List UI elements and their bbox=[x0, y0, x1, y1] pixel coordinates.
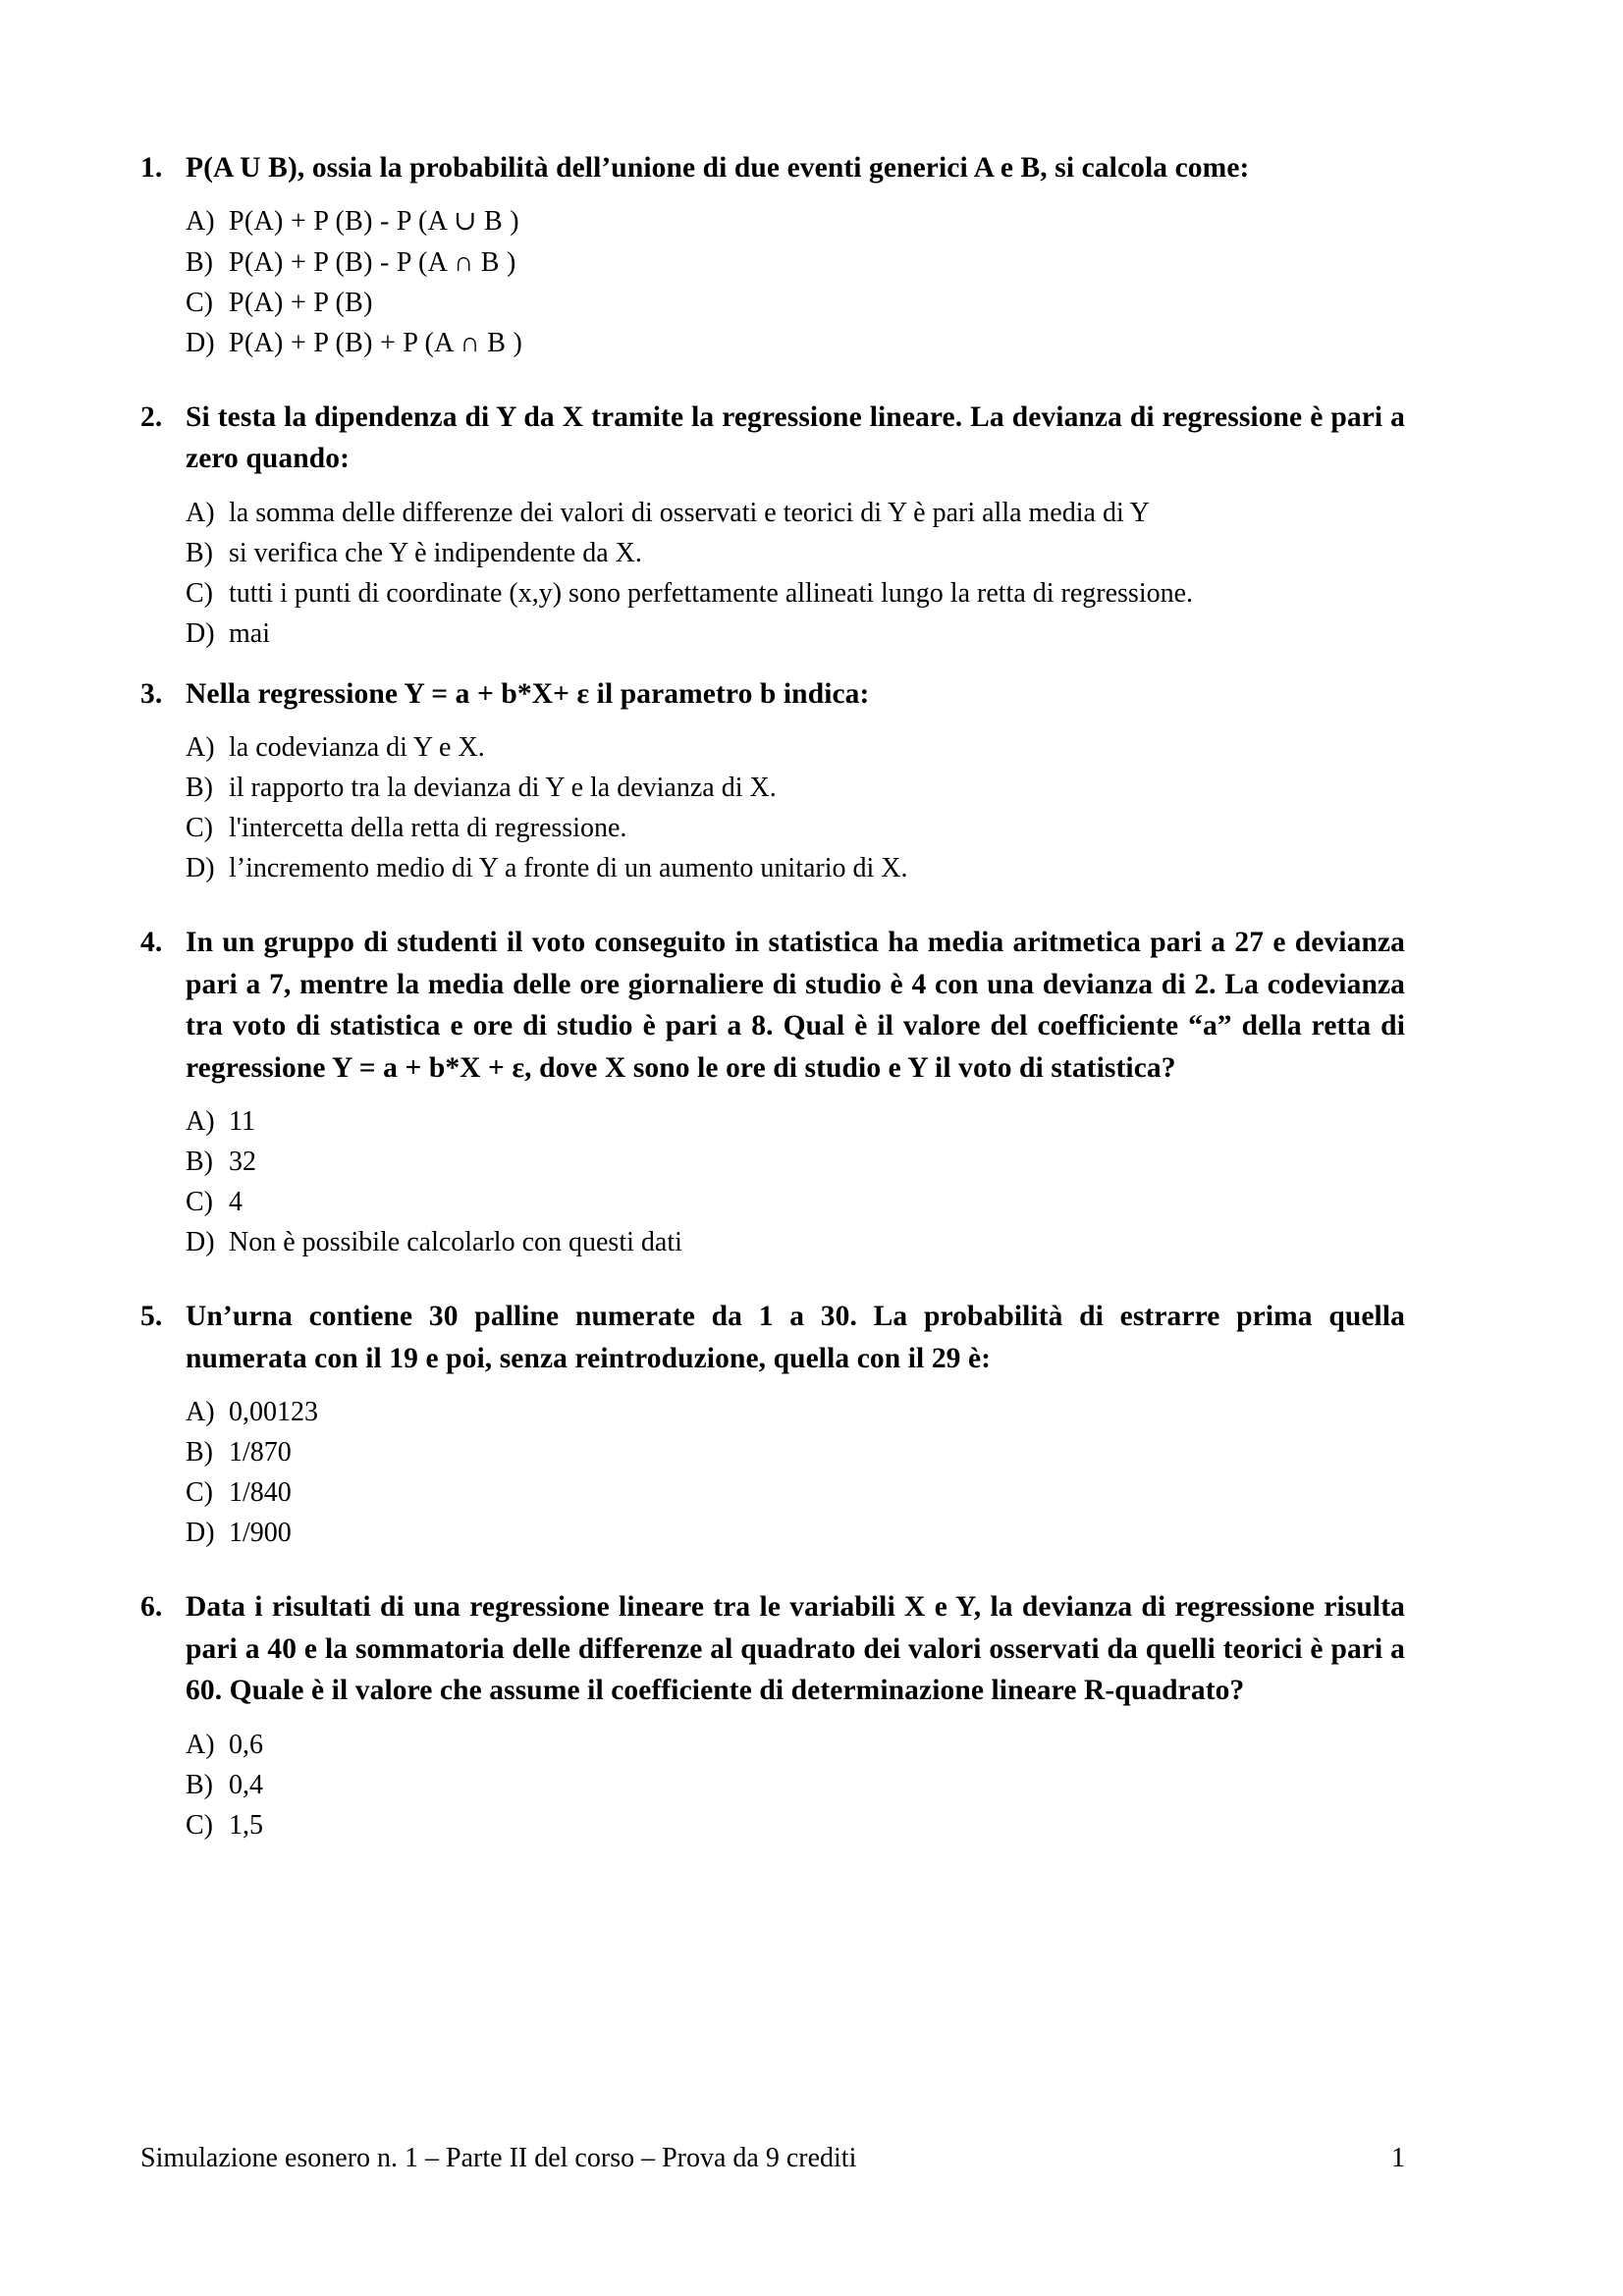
answer-option[interactable] bbox=[140, 614, 1405, 654]
option-label: D) bbox=[186, 853, 215, 884]
answer-option[interactable] bbox=[140, 1183, 1405, 1222]
question-heading-6 bbox=[140, 1586, 1405, 1711]
option-label: B) bbox=[186, 773, 213, 804]
option-label: D) bbox=[186, 327, 215, 358]
option-label: A) bbox=[186, 1729, 215, 1760]
footer-text: Simulazione esonero n. 1 – Parte II del corso – Prova da 9 crediti bbox=[140, 2143, 857, 2174]
question-block-1 bbox=[140, 147, 1405, 363]
answer-option[interactable] bbox=[140, 284, 1405, 323]
option-label: D) bbox=[186, 1518, 215, 1549]
option-text: la codevianza di Y e X. bbox=[229, 732, 485, 764]
answer-option[interactable] bbox=[140, 1726, 1405, 1765]
option-text: mai bbox=[229, 617, 270, 649]
option-text: si verifica che Y è indipendente da X. bbox=[229, 537, 642, 568]
question-heading-1 bbox=[140, 147, 1405, 188]
answer-option[interactable] bbox=[140, 849, 1405, 888]
option-text: il rapporto tra la devianza di Y e la devianza di X. bbox=[229, 773, 777, 804]
answer-option[interactable] bbox=[140, 202, 1405, 241]
option-text: tutti i punti di coordinate (x,y) sono perfettamente allineati lungo la retta di regressione. bbox=[229, 577, 1194, 609]
question-block-5 bbox=[140, 1296, 1405, 1553]
footer-page-number: 1 bbox=[1391, 2143, 1405, 2174]
answer-option[interactable] bbox=[140, 1766, 1405, 1805]
question-block-3 bbox=[140, 673, 1405, 889]
option-label: C) bbox=[186, 1187, 213, 1218]
question-number: 3. bbox=[140, 677, 163, 710]
option-text: P(A) + P (B) + P (A ∩ B ) bbox=[229, 327, 523, 358]
option-label: B) bbox=[186, 246, 213, 278]
answer-options-1 bbox=[140, 202, 1405, 362]
option-label: C) bbox=[186, 1809, 213, 1841]
option-label: B) bbox=[186, 537, 213, 568]
question-heading-4 bbox=[140, 922, 1405, 1089]
question-block-2 bbox=[140, 397, 1405, 654]
option-text: 1,5 bbox=[229, 1809, 263, 1841]
option-text: 11 bbox=[229, 1106, 255, 1138]
option-text: Non è possibile calcolarlo con questi dati bbox=[229, 1227, 682, 1258]
answer-options-3 bbox=[140, 728, 1405, 888]
option-label: A) bbox=[186, 1397, 215, 1428]
option-label: C) bbox=[186, 1477, 213, 1509]
option-text: 0,4 bbox=[229, 1769, 263, 1800]
option-label: C) bbox=[186, 577, 213, 609]
answer-options-5 bbox=[140, 1393, 1405, 1553]
question-number: 1. bbox=[140, 152, 163, 184]
answer-options-6 bbox=[140, 1726, 1405, 1845]
answer-option[interactable] bbox=[140, 243, 1405, 283]
answer-option[interactable] bbox=[140, 494, 1405, 533]
option-label: B) bbox=[186, 1147, 213, 1178]
answer-option[interactable] bbox=[140, 809, 1405, 848]
page-footer bbox=[140, 2142, 1405, 2175]
option-label: A) bbox=[186, 206, 215, 238]
answer-option[interactable] bbox=[140, 1143, 1405, 1182]
option-label: D) bbox=[186, 1227, 215, 1258]
question-number: 4. bbox=[140, 927, 163, 959]
question-text: Un’urna contiene 30 palline numerate da 1 a 30. La probabilità di estrarre prima quella numerata con il 19 e poi, senza reintroduzione, quella con il 29 è: bbox=[186, 1301, 1405, 1374]
option-text: 4 bbox=[229, 1187, 243, 1218]
option-label: D) bbox=[186, 617, 215, 649]
answer-option[interactable] bbox=[140, 1223, 1405, 1262]
option-label: A) bbox=[186, 497, 215, 528]
question-heading-3 bbox=[140, 673, 1405, 715]
option-text: 1/870 bbox=[229, 1437, 292, 1468]
answer-option[interactable] bbox=[140, 534, 1405, 573]
option-text: 1/900 bbox=[229, 1518, 292, 1549]
answer-option[interactable] bbox=[140, 574, 1405, 614]
answer-option[interactable] bbox=[140, 1514, 1405, 1553]
answer-option[interactable] bbox=[140, 1433, 1405, 1472]
option-text: P(A) + P (B) - P (A ∩ B ) bbox=[229, 246, 516, 278]
option-label: B) bbox=[186, 1769, 213, 1800]
question-block-6 bbox=[140, 1586, 1405, 1845]
answer-option[interactable] bbox=[140, 1393, 1405, 1432]
option-label: B) bbox=[186, 1437, 213, 1468]
answer-option[interactable] bbox=[140, 728, 1405, 768]
question-text: Data i risultati di una regressione lineare tra le variabili X e Y, la devianza di regressione risulta pari a 40 e la sommatoria delle differenze al quadrato dei valori osservati da quelli teorici è pari a 60. Quale è il valore che assume il coefficiente di determinazione lineare R-quadrato? bbox=[186, 1591, 1405, 1707]
answer-option[interactable] bbox=[140, 1806, 1405, 1845]
option-label: C) bbox=[186, 813, 213, 844]
option-text: la somma delle differenze dei valori di osservati e teorici di Y è pari alla media di Y bbox=[229, 497, 1150, 528]
option-text: l'intercetta della retta di regressione. bbox=[229, 813, 627, 844]
option-label: A) bbox=[186, 1106, 215, 1138]
option-text: P(A) + P (B) - P (A ∪ B ) bbox=[229, 206, 519, 238]
option-text: 0,00123 bbox=[229, 1397, 318, 1428]
option-text: 0,6 bbox=[229, 1729, 263, 1760]
question-text: Nella regressione Y = a + b*X+ ε il parametro b indica: bbox=[186, 677, 870, 710]
answer-option[interactable] bbox=[140, 1473, 1405, 1513]
question-text: In un gruppo di studenti il voto conseguito in statistica ha media aritmetica pari a 27 e devianza pari a 7, mentre la media delle ore giornaliere di studio è 4 con una devianza di 2. La codevianza tra voto di statistica e ore di studio è pari a 8. Qual è il valore del coefficiente “a” della retta di regressione Y = a + b*X + ε, dove X sono le ore di studio e Y il voto di statistica? bbox=[186, 927, 1405, 1084]
question-number: 2. bbox=[140, 400, 163, 433]
option-text: P(A) + P (B) bbox=[229, 287, 373, 318]
answer-options-2 bbox=[140, 494, 1405, 654]
option-text: 32 bbox=[229, 1147, 256, 1178]
option-text: l’incremento medio di Y a fronte di un aumento unitario di X. bbox=[229, 853, 908, 884]
question-text: P(A U B), ossia la probabilità dell’unione di due eventi generici A e B, si calcola come: bbox=[186, 152, 1250, 184]
answer-option[interactable] bbox=[140, 769, 1405, 808]
answer-option[interactable] bbox=[140, 1102, 1405, 1142]
question-number: 5. bbox=[140, 1301, 163, 1333]
option-text: 1/840 bbox=[229, 1477, 292, 1509]
question-heading-2 bbox=[140, 397, 1405, 480]
question-block-4 bbox=[140, 922, 1405, 1262]
answer-option[interactable] bbox=[140, 324, 1405, 363]
question-heading-5 bbox=[140, 1296, 1405, 1379]
option-label: C) bbox=[186, 287, 213, 318]
question-number: 6. bbox=[140, 1591, 163, 1624]
question-text: Si testa la dipendenza di Y da X tramite la regressione lineare. La devianza di regressione è pari a zero quando: bbox=[186, 400, 1405, 475]
option-label: A) bbox=[186, 732, 215, 764]
answer-options-4 bbox=[140, 1102, 1405, 1262]
